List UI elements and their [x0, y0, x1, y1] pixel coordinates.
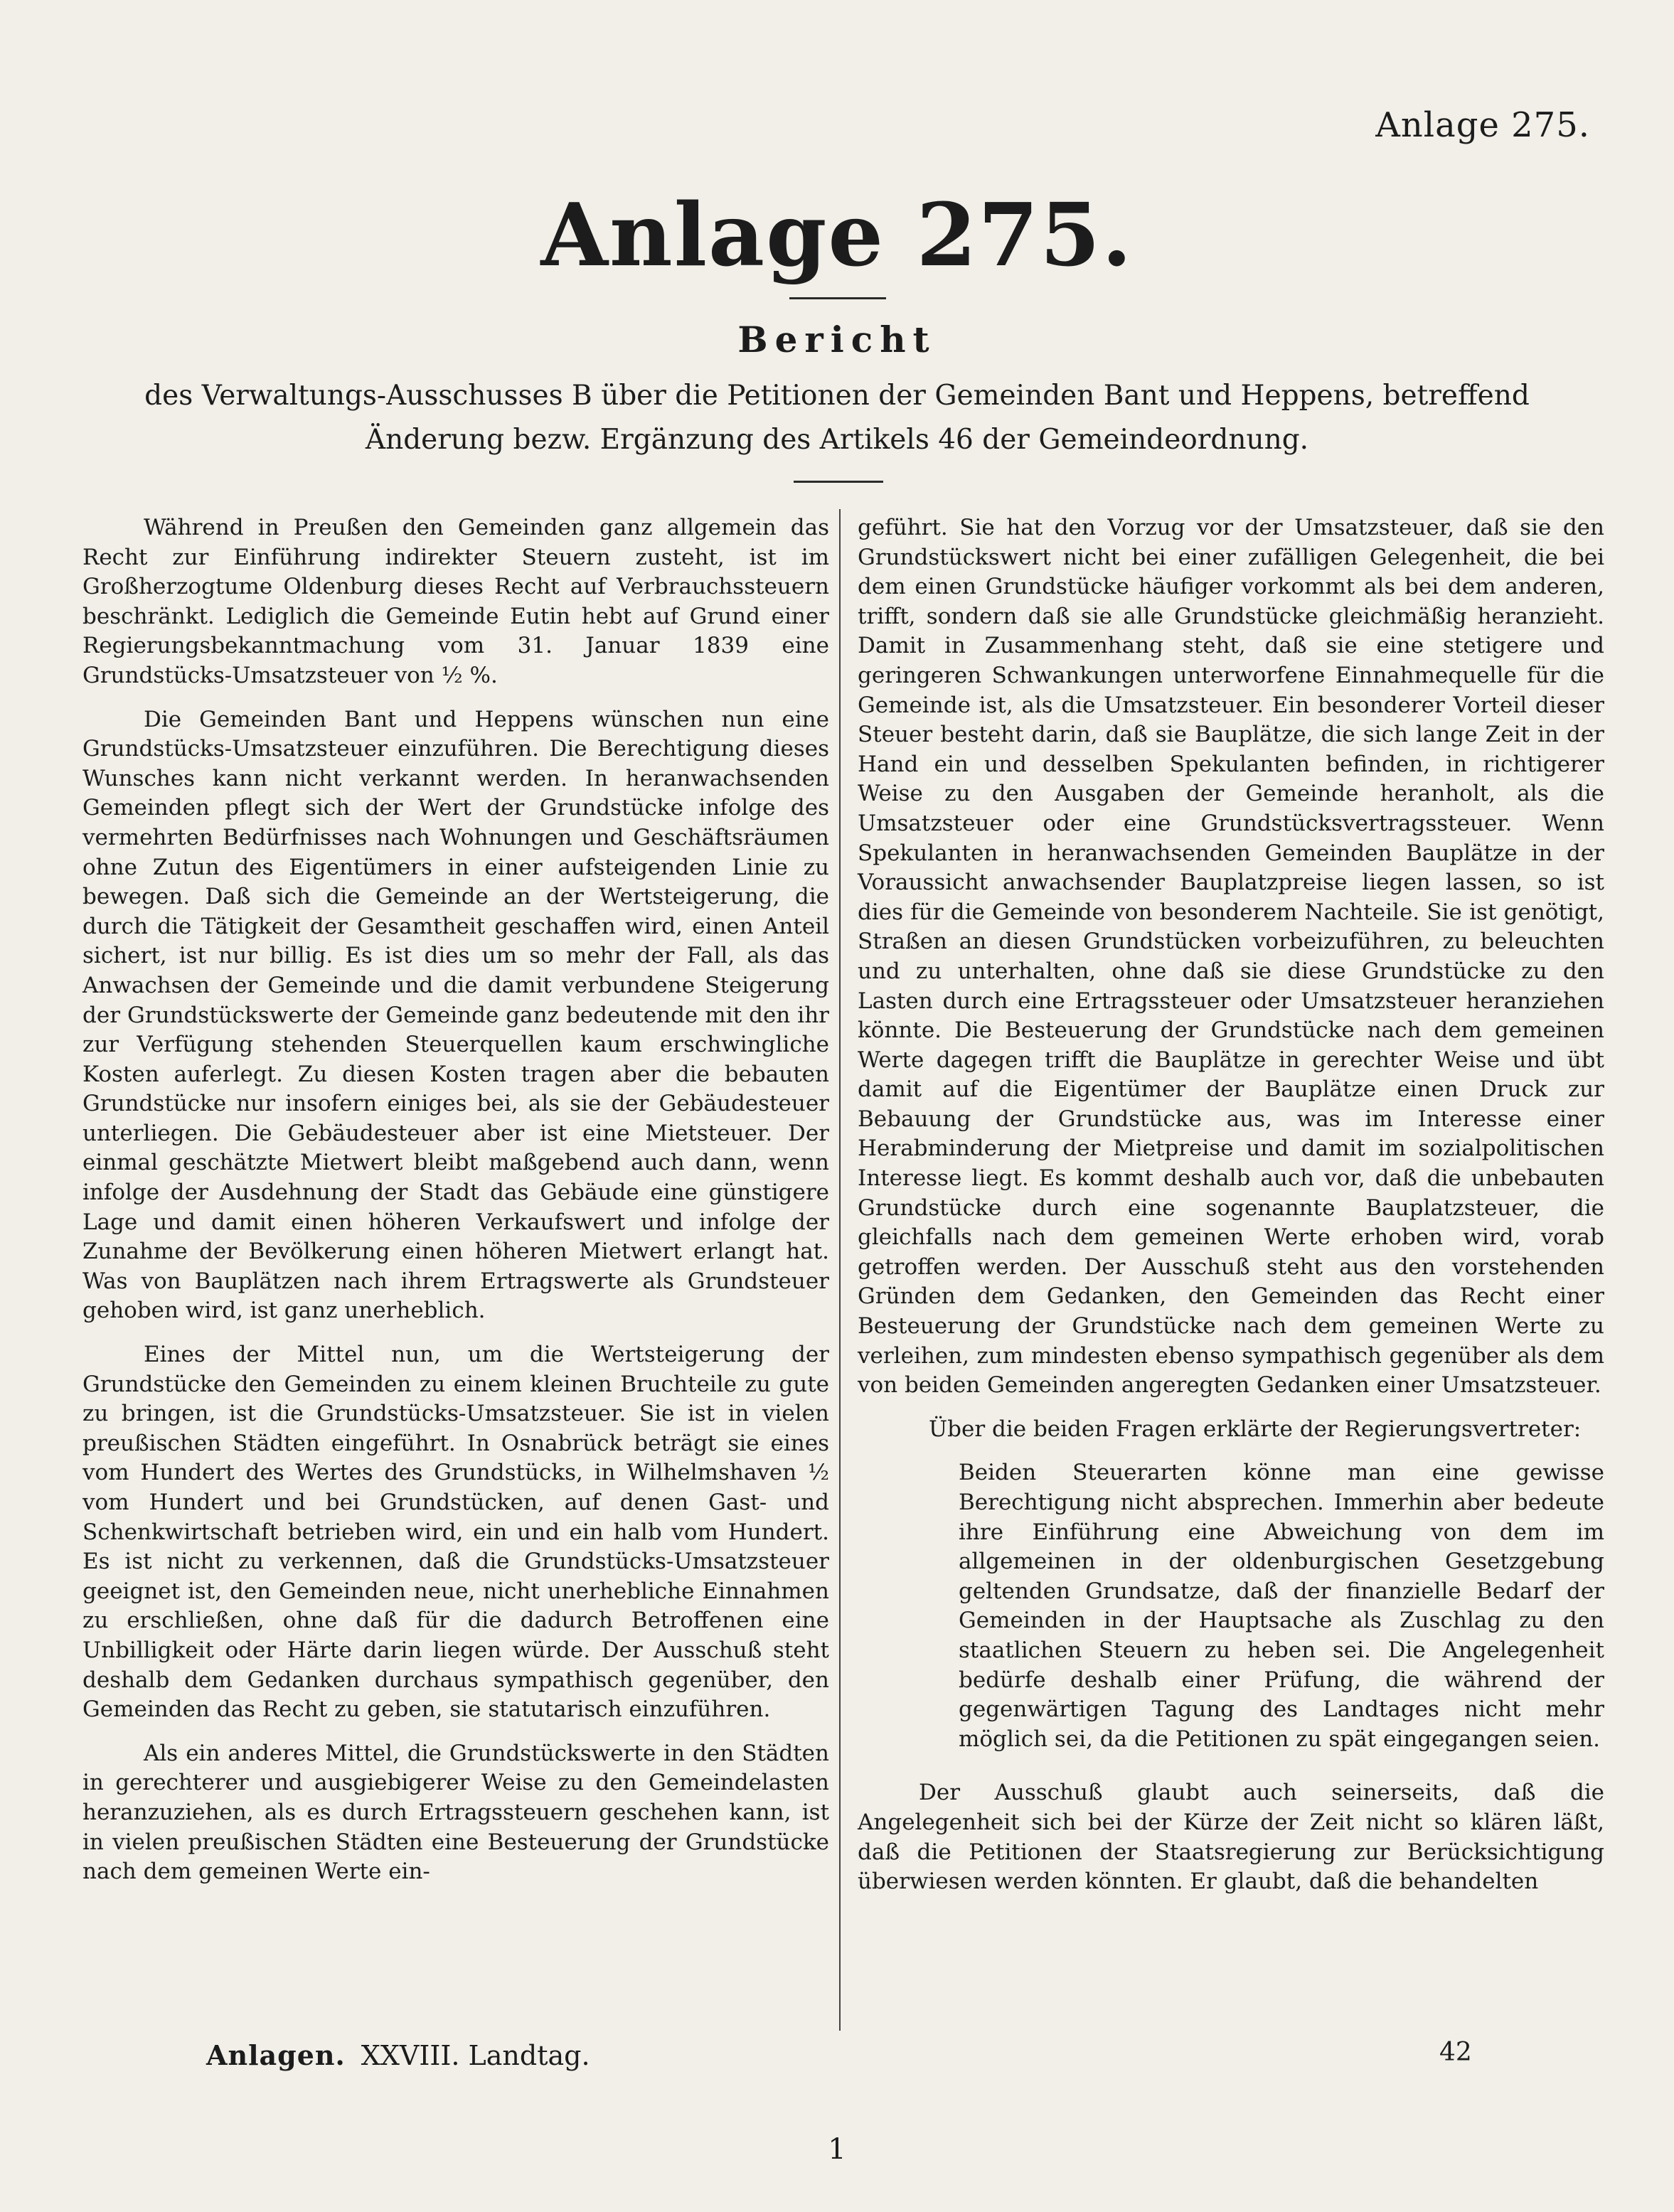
- paragraph: Der Ausschuß glaubt auch seinerseits, daß die Angelegenheit sich bei der Kürze der Zeit nicht so klären läßt, daß die Petitionen der Staatsregierung zur Berücksichtigung überwiesen werden könnten. Er glaubt, daß die behandelten: [858, 1780, 1604, 1895]
- page-number: 1: [828, 2133, 846, 2166]
- report-title: Bericht: [737, 319, 937, 360]
- left-column: [82, 513, 829, 1901]
- main-title: Anlage 275.: [540, 183, 1134, 286]
- column-divider: [839, 509, 841, 2031]
- title-rule: [789, 297, 886, 299]
- report-subtitle: des Verwaltungs-Ausschusses B über die Petitionen der Gemeinden Bant und Heppens, betreffend Änderung bezw. Ergänzung des Artikels 46 der Gemeindeordnung.: [144, 380, 1530, 456]
- footer-session: XXVIII. Landtag.: [361, 2040, 590, 2071]
- paragraph: Während in Preußen den Gemeinden ganz allgemein das Recht zur Einführung indirekter Steuern zusteht, ist im Großherzogtume Oldenburg dieses Recht auf Verbrauchssteuern beschränkt. Lediglich die Gemeinde Eutin hebt auf Grund einer Regierungsbekanntmachung vom 31. Januar 1839 eine Grundstücks-Umsatzsteuer von ½ %.: [82, 515, 829, 688]
- paragraph: Eines der Mittel nun, um die Wertsteigerung der Grundstücke den Gemeinden zu einem kleinen Bruchteile zu gute zu bringen, ist die Grundstücks-Umsatzsteuer. Sie ist in vielen preußischen Städten eingeführt. In Osnabrück beträgt sie eines vom Hundert des Wertes des Grundstücks, in Wilhelmshaven ½ vom Hundert und bei Grundstücken, auf denen Gast- und Schenkwirtschaft betrieben wird, ein und ein halb vom Hundert. Es ist nicht zu verkennen, daß die Grundstücks-Umsatzsteuer geeignet ist, den Gemeinden neue, nicht unerhebliche Einnahmen zu erschließen, ohne daß für die dadurch Betroffenen eine Unbilligkeit oder Härte darin liegen würde. Der Ausschuß steht deshalb dem Gedanken durchaus sympathisch gegenüber, den Gemeinden das Recht zu geben, sie statutarisch einzuführen.: [82, 1342, 829, 1723]
- right-column: [858, 513, 1604, 1911]
- government-statement: Beiden Steuerarten könne man eine gewisse Berechtigung nicht absprechen. Immerhin aber bedeute ihre Einführung eine Abweichung von dem im allgemeinen in der oldenburgischen Gesetzgebung geltenden Grundsatze, daß der finanzielle Bedarf der Gemeinden in der Hauptsache als Zuschlag zu den staatlichen Steuern zu heben sei. Die Angelegenheit bedürfe deshalb einer Prüfung, die während der gegenwärtigen Tagung des Landtages nicht mehr möglich sei, da die Petitionen zu spät eingegangen seien.: [959, 1460, 1604, 1752]
- paragraph: Die Gemeinden Bant und Heppens wünschen nun eine Grundstücks-Umsatzsteuer einzuführen. Die Berechtigung dieses Wunsches kann nicht verkannt werden. In heranwachsenden Gemeinden pflegt sich der Wert der Grundstücke infolge des vermehrten Bedürfnisses nach Wohnungen und Geschäftsräumen ohne Zutun des Eigentümers in einer aufsteigenden Linie zu bewegen. Daß sich die Gemeinde an der Wertsteigerung, die durch die Tätigkeit der Gesamtheit geschaffen wird, einen Anteil sichert, ist nur billig. Es ist dies um so mehr der Fall, als das Anwachsen der Gemeinde und die damit verbundene Steigerung der Grundstückswerte der Gemeinde ganz bedeutende mit den ihr zur Verfügung stehenden Steuerquellen kaum erschwingliche Kosten auferlegt. Zu diesen Kosten tragen aber die bebauten Grundstücke nur insofern einiges bei, als sie der Gebäudesteuer unterliegen. Die Gebäudesteuer aber ist eine Mietsteuer. Der einmal geschätzte Mietwert bleibt maßgebend auch dann, wenn infolge der Ausdehnung der Stadt das Gebäude eine günstigere Lage und damit einen höheren Verkaufswert und infolge der Zunahme der Bevölkerung einen höheren Mietwert erlangt hat. Was von Bauplätzen nach ihrem Ertragswerte als Grundsteuer gehoben wird, ist ganz unerheblich.: [82, 706, 829, 1324]
- paragraph: geführt. Sie hat den Vorzug vor der Umsatzsteuer, daß sie den Grundstückswert nicht bei einer zufälligen Gelegenheit, die bei dem einen Grundstücke häufiger vorkommt als bei dem anderen, trifft, sondern daß sie alle Grundstücke gleichmäßig heranzieht. Damit in Zusammenhang steht, daß sie eine stetigere und geringeren Schwankungen unterworfene Einnahmequelle für die Gemeinde ist, als die Umsatzsteuer. Ein besonderer Vorteil dieser Steuer besteht darin, daß sie Bauplätze, die sich lange Zeit in der Hand ein und desselben Spekulanten befinden, in richtigerer Weise zu den Ausgaben der Gemeinde heranholt, als die Umsatzsteuer oder eine Grundstücksvertragssteuer. Wenn Spekulanten in heranwachsenden Gemeinden Bauplätze in der Voraussicht anwachsender Bauplatzpreise liegen lassen, so ist dies für die Gemeinde von besonderem Nachteile. Sie ist genötigt, Straßen an diesen Grundstücken vorbeizuführen, zu beleuchten und zu unterhalten, ohne daß sie diese Grundstücke zu den Lasten durch eine Ertragssteuer oder Umsatzsteuer heranziehen könnte. Die Besteuerung der Grundstücke nach dem gemeinen Werte dagegen trifft die Bauplätze in gerechter Weise und übt damit auf die Eigentümer der Bauplätze einen Druck zur Bebauung der Grundstücke aus, was im Interesse einer Herabminderung der Mietpreise und damit im sozialpolitischen Interesse liegt. Es kommt deshalb auch vor, daß die unbebauten Grundstücke durch eine sogenannte Bauplatzsteuer, die gleichfalls nach dem gemeinen Werte erhoben wird, vorab getroffen werden. Der Ausschuß steht aus den vorstehenden Gründen dem Gedanken, den Gemeinden das Recht einer Besteuerung der Grundstücke nach dem gemeinen Werte zu verleihen, zum mindesten ebenso sympathisch gegenüber als dem von beiden Gemeinden angeregten Gedanken einer Umsatzsteuer.: [858, 515, 1604, 1399]
- subtitle-rule: [794, 481, 883, 483]
- corner-label: Anlage 275.: [1375, 105, 1590, 145]
- footer-left: [206, 2039, 590, 2071]
- quote-intro: Über die beiden Fragen erklärte der Regierungsvertreter:: [929, 1416, 1582, 1442]
- paragraph: Als ein anderes Mittel, die Grundstückswerte in den Städten in gerechterer und ausgiebigerer Weise zu den Gemeindelasten heranzuziehen, als es durch Ertragssteuern geschehen kann, ist in vielen preußischen Städten eine Besteuerung der Grundstücke nach dem gemeinen Werte ein-: [82, 1740, 829, 1885]
- sheet-number: 42: [1439, 2038, 1472, 2067]
- footer-label: Anlagen.: [206, 2039, 346, 2071]
